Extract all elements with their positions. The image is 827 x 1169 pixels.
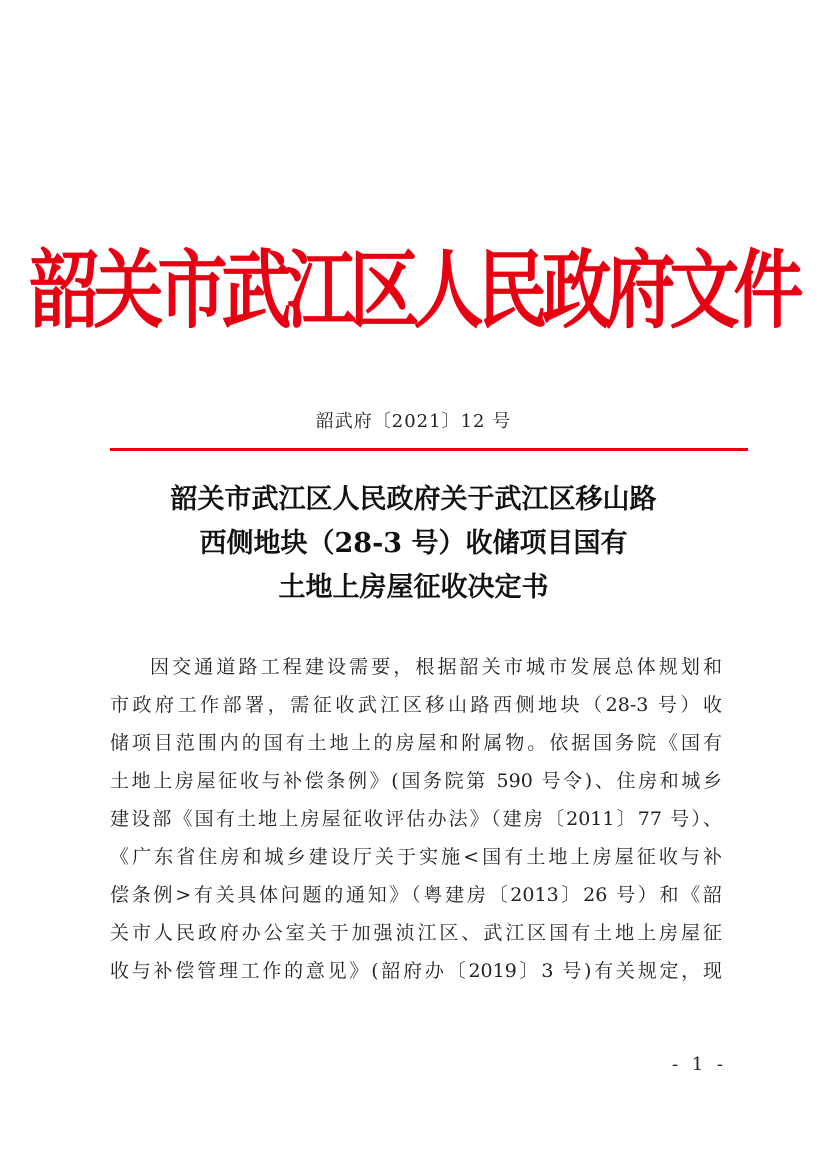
body-line: 偿条例>有关具体问题的通知》（粤建房〔2013〕26 号）和《韶	[110, 884, 722, 906]
title-line: 土地上房屋征收决定书	[278, 572, 549, 603]
red-divider-rule	[110, 448, 748, 451]
body-line: 收与补偿管理工作的意见》(韶府办〔2019〕3 号)有关规定，现	[110, 960, 722, 982]
document-body	[110, 648, 722, 990]
body-line: 市政府工作部署，需征收武江区移山路西侧地块（28-3 号）收	[110, 694, 722, 716]
title-line: 西侧地块（28-3 号）收储项目国有	[199, 528, 628, 559]
document-masthead: 韶关市武江区人民政府文件	[29, 239, 798, 341]
body-line: 关市人民政府办公室关于加强浈江区、武江区国有土地上房屋征	[110, 922, 722, 944]
body-line: 《广东省住房和城乡建设厅关于实施<国有土地上房屋征收与补	[110, 846, 722, 868]
document-number: 韶武府〔2021〕12 号	[315, 411, 512, 432]
body-line: 储项目范围内的国有土地上的房屋和附属物。依据国务院《国有	[110, 732, 722, 754]
document-title	[0, 478, 827, 610]
body-line: 因交通道路工程建设需要，根据韶关市城市发展总体规划和	[150, 656, 722, 678]
body-line: 土地上房屋征收与补偿条例》(国务院第 590 号令)、住房和城乡	[110, 770, 722, 792]
title-line: 韶关市武江区人民政府关于武江区移山路	[170, 484, 657, 515]
body-line: 建设部《国有土地上房屋征收评估办法》（建房〔2011〕77 号）、	[110, 808, 722, 830]
page-number: - 1 -	[671, 1054, 727, 1075]
